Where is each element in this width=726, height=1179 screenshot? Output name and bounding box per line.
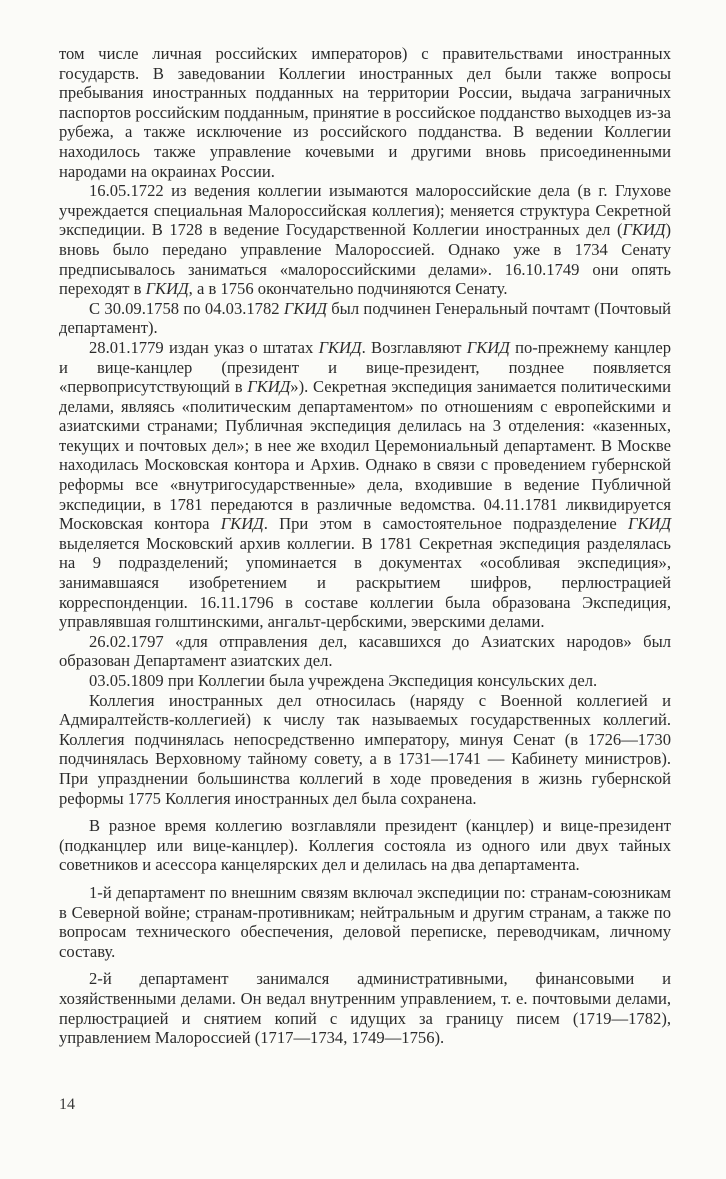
paragraph-7: Коллегия иностранных дел относилась (наряду с Военной коллегией и Адмиралтейств-коллегией) к числу так называемых государственных коллегий. Коллегия подчинялась непосредственно императору, минуя Сенат (в 1726—1730 подчинялась Верховному тайному совету, а в 1731—1741 — Кабинету министров). При упразднении большинства коллегий в ходе проведения в жизнь губернской реформы 1775 Коллегия иностранных дел была сохранена. [59, 690, 671, 808]
paragraph-9: 1-й департамент по внешним связям включал экспедиции по: странам-союзникам в Северной войне; странам-противникам; нейтральным и другим странам, а также по вопросам технического обеспечения, деловой переписке, переводчикам, личному составу. [59, 882, 671, 961]
paragraph-4: 28.01.1779 издан указ о штатах ГКИД. Возглавляют ГКИД по-прежнему канцлер и вице-канцлер (президент и вице-президент, позднее появляется «первоприсутствующий в ГКИД»). Секретная экспедиция занимается политическими делами, являясь «политическим департаментом» по отношениям с европейскими и азиатскими странами; Публичная экспедиция делилась на 3 отделения: «казенных, текущих и почтовых дел»; в нее же входил Церемониальный департамент. В Москве находилась Московская контора и Архив. Однако в связи с проведением губернской реформы все «внутригосударственные» дела, входившие в ведение Публичной экспедиции, в 1781 передаются в различные ведомства. 04.11.1781 ликвидируется Московская контора ГКИД. При этом в самостоятельное подразделение ГКИД выделяется Московский архив коллегии. В 1781 Секретная экспедиция разделялась на 9 подразделений; упоминается в документах «особливая экспедиция», занимавшаяся изобретением и раскрытием шифров, перлюстрацией корреспонденции. 16.11.1796 в составе коллегии была образована Экспедиция, управлявшая голштинскими, ангальт-цербскими, эверскими делами. [59, 337, 672, 632]
paragraph-1: том числе личная российских императоров) с правительствами иностранных государств. В заведовании Коллегии иностранных дел были также вопросы пребывания иностранных подданных на территории России, выдача заграничных паспортов российским подданным, принятие в российское подданство выходцев из-за рубежа, а также исключение из российского подданства. В ведении Коллегии находилось также управление кочевыми и другими вновь присоединенными народами на окраинах России. [59, 44, 671, 181]
page-number: 14 [59, 1096, 75, 1113]
paragraph-6: 03.05.1809 при Коллегии была учреждена Экспедиция консульских дел. [89, 671, 598, 690]
paragraph-3: С 30.09.1758 по 04.03.1782 ГКИД был подчинен Генеральный почтамт (Почтовый департамент). [59, 298, 671, 338]
page-body [59, 44, 671, 1048]
paragraph-10: 2-й департамент занимался административными, финансовыми и хозяйственными делами. Он ведал внутренним управлением, т. е. почтовыми делами, перлюстрацией и снятием копий с идущих за границу писем (1719—1782), управлением Малороссией (1717—1734, 1749—1756). [59, 969, 671, 1048]
paragraph-2: 16.05.1722 из ведения коллегии изымаются малороссийские дела (в г. Глухове учреждается специальная Малороссийская коллегия); меняется структура Секретной экспедиции. В 1728 в ведение Государственной Коллегии иностранных дел (ГКИД) вновь было передано управление Малороссией. Однако уже в 1734 Сенату предписывалось заниматься «малороссийскими делами». 16.10.1749 они опять переходят в ГКИД, а в 1756 окончательно подчиняются Сенату. [59, 181, 671, 299]
paragraph-5: 26.02.1797 «для отправления дел, касавшихся до Азиатских народов» был образован Департамент азиатских дел. [59, 631, 671, 671]
paragraph-8: В разное время коллегию возглавляли президент (канцлер) и вице-президент (подканцлер или вице-канцлер). Коллегия состояла из одного или двух тайных советников и асессора канцелярских дел и делилась на два департамента. [59, 816, 671, 875]
